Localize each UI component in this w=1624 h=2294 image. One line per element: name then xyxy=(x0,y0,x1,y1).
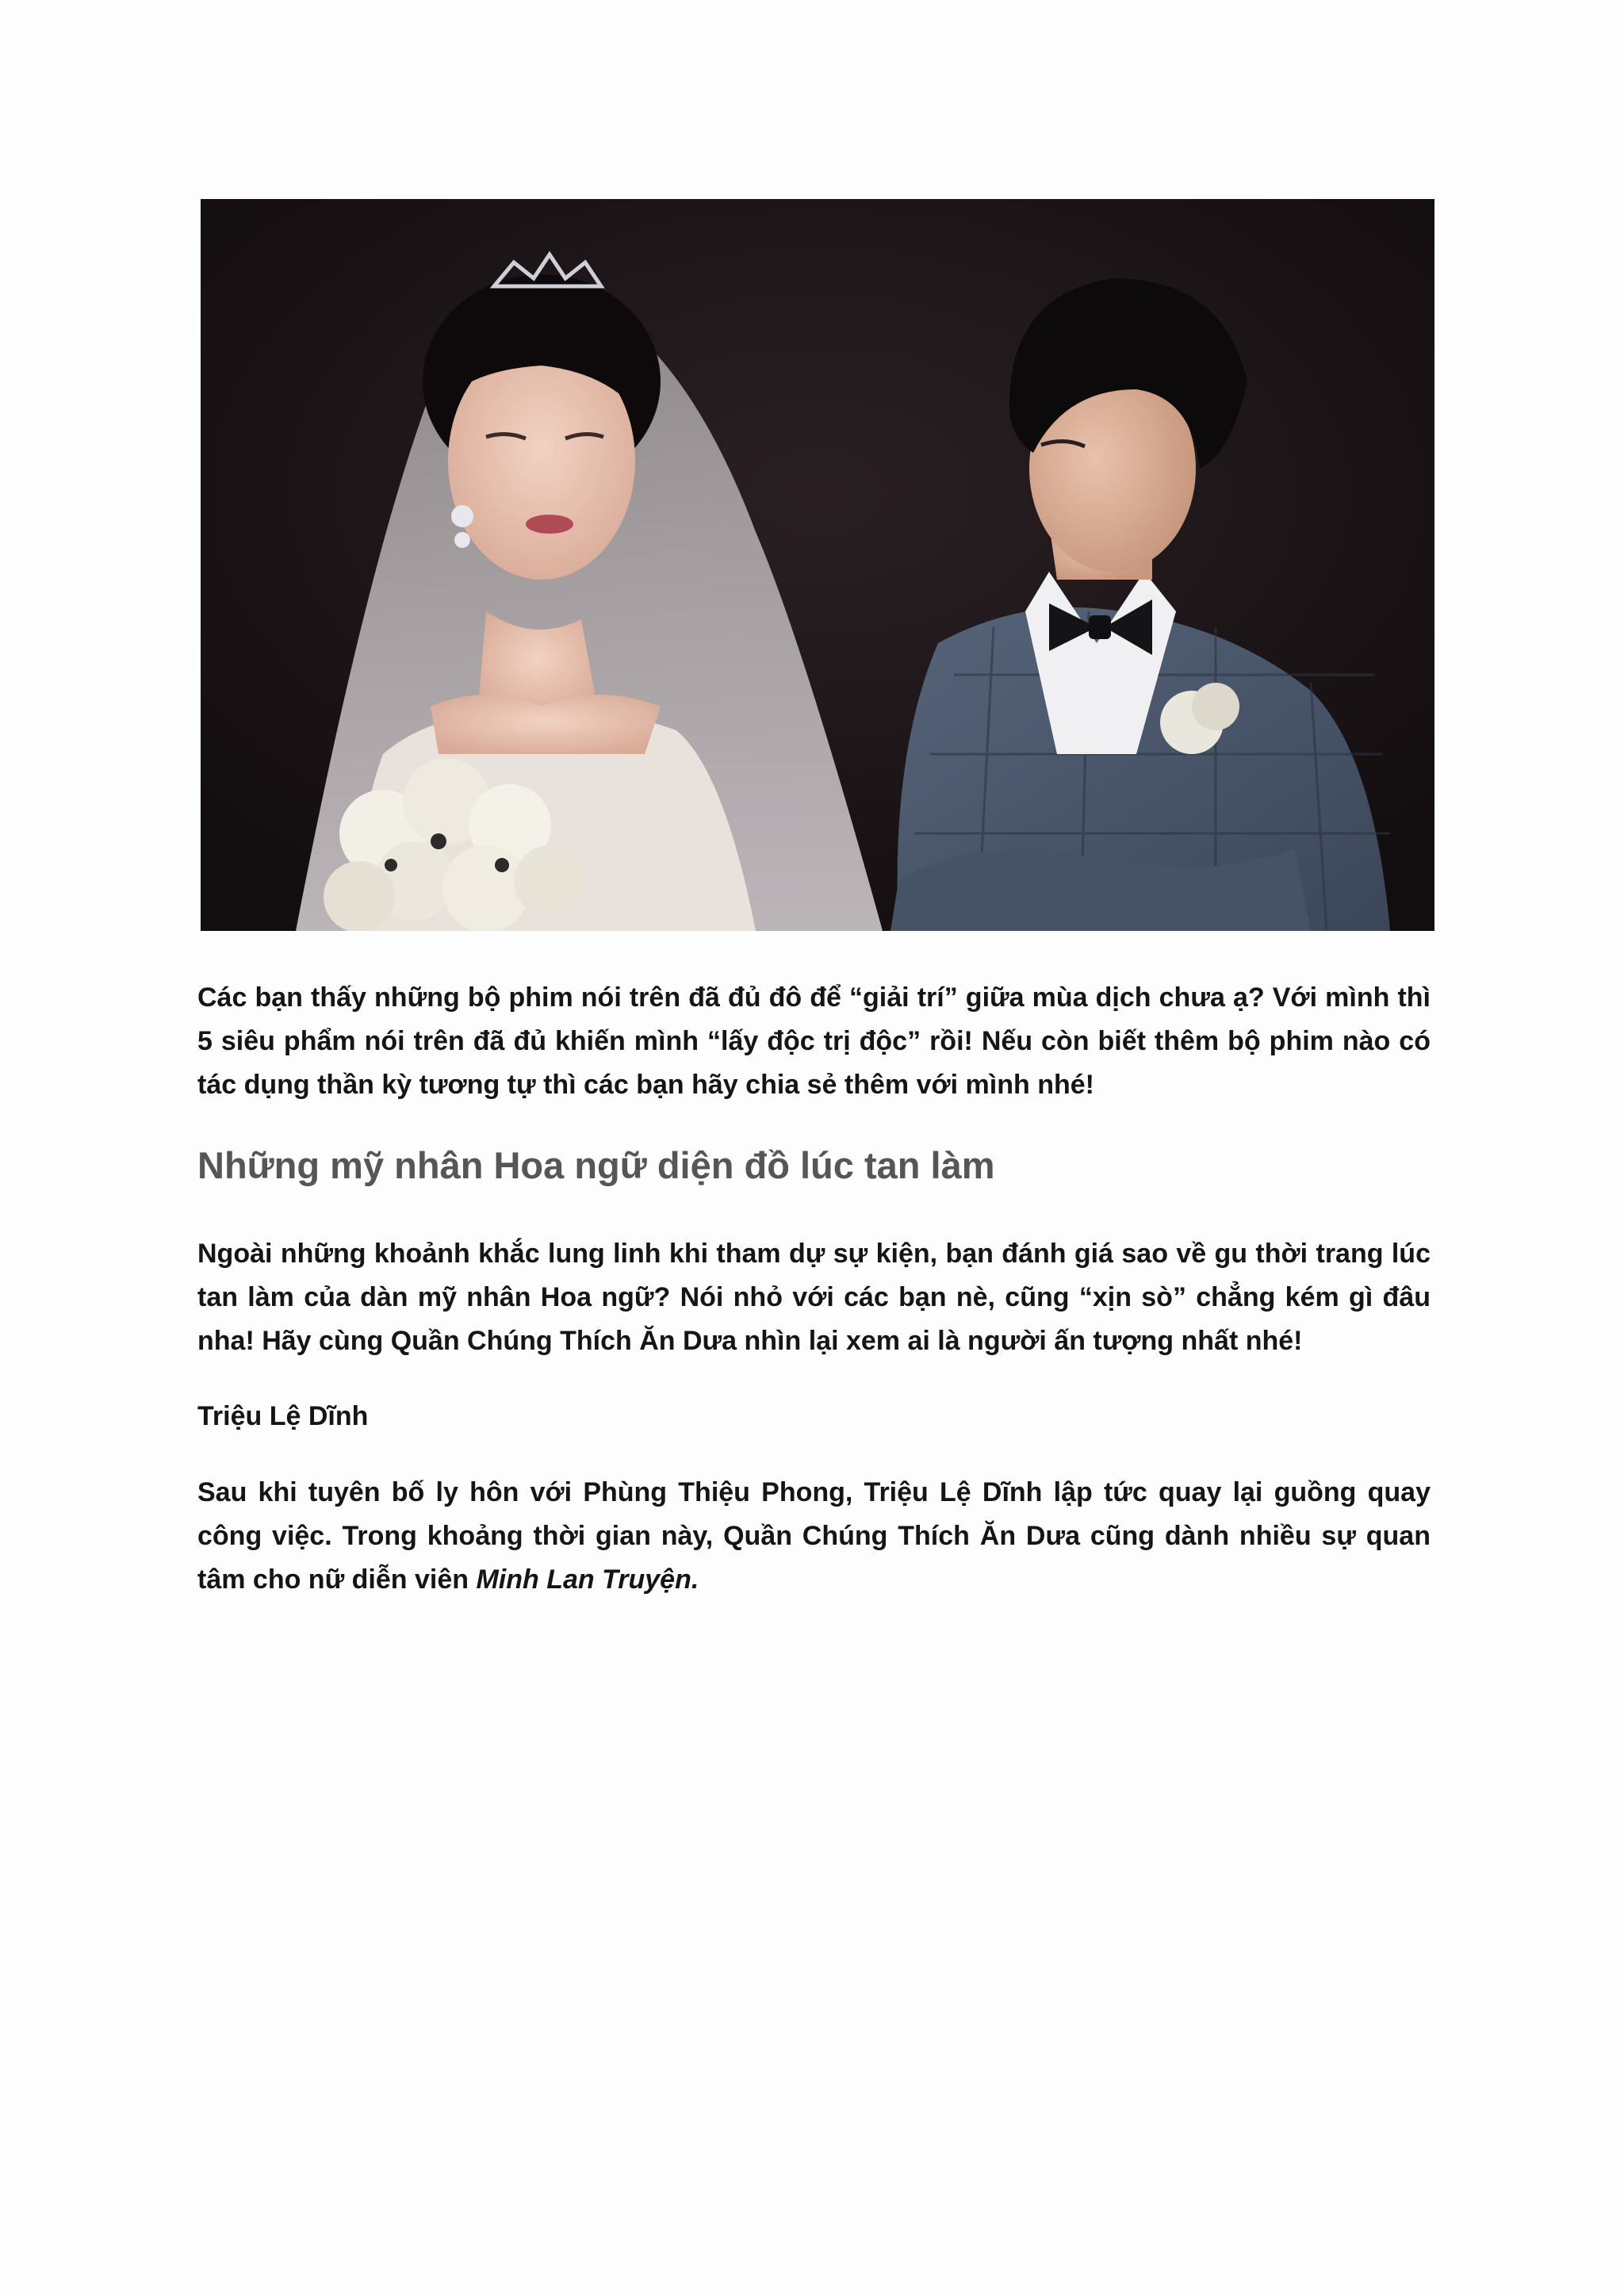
wedding-photo xyxy=(201,199,1434,931)
wedding-photo-illustration xyxy=(201,199,1434,931)
paragraph-body xyxy=(197,1471,1431,1602)
subheading-name: Triệu Lệ Dĩnh xyxy=(197,1401,369,1431)
paragraph-conclusion: Các bạn thấy những bộ phim nói trên đã đủ đô để “giải trí” giữa mùa dịch chưa ạ? Với mình thì 5 siêu phẩm nói trên đã đủ khiến mình “lấy độc trị độc” rồi! Nếu còn biết thêm bộ phim nào có tác dụng thần kỳ tương tự thì các bạn hãy chia sẻ thêm với mình nhé! xyxy=(197,982,1431,1100)
section-heading: Những mỹ nhân Hoa ngữ diện đồ lúc tan làm xyxy=(197,1144,995,1186)
paragraph-body-text: Sau khi tuyên bố ly hôn với Phùng Thiệu Phong, Triệu Lệ Dĩnh lập tức quay lại guồng quay công việc. Trong khoảng thời gian này, Quần Chúng Thích Ăn Dưa cũng dành nhiều sự quan tâm cho nữ diễn viên xyxy=(197,1477,1431,1595)
paragraph-intro: Ngoài những khoảnh khắc lung linh khi tham dự sự kiện, bạn đánh giá sao về gu thời trang lúc tan làm của dàn mỹ nhân Hoa ngữ? Nói nhỏ với các bạn nè, cũng “xịn sò” chẳng kém gì đâu nha! Hãy cùng Quần Chúng Thích Ăn Dưa nhìn lại xem ai là người ấn tượng nhất nhé! xyxy=(197,1239,1431,1356)
drama-title: Minh Lan Truyện. xyxy=(476,1564,699,1595)
